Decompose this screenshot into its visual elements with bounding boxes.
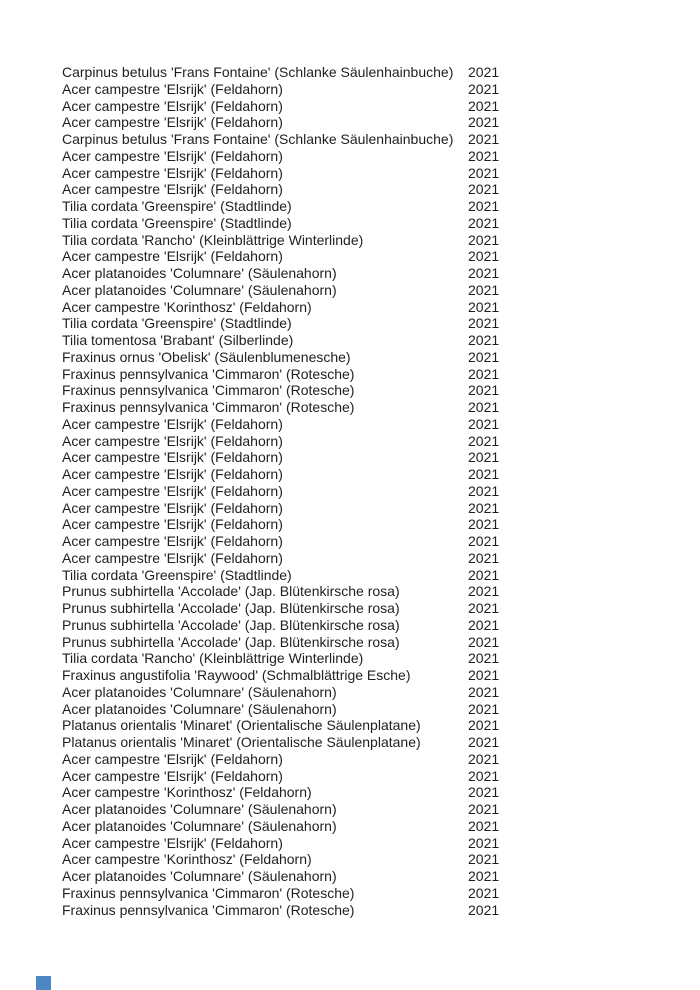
species-name: Tilia cordata 'Greenspire' (Stadtlinde) bbox=[62, 198, 292, 214]
list-item bbox=[0, 282, 700, 299]
species-name: Acer campestre 'Elsrijk' (Feldahorn) bbox=[62, 147, 283, 164]
species-name: Acer platanoides 'Columnare' (Säulenahorn) bbox=[62, 868, 337, 884]
list-item bbox=[0, 835, 700, 852]
list-item bbox=[0, 667, 700, 684]
planting-year: 2021 bbox=[468, 868, 500, 884]
planting-year: 2021 bbox=[468, 181, 500, 198]
list-item bbox=[0, 215, 700, 232]
species-name: Fraxinus ornus 'Obelisk' (Säulenblumenesche) bbox=[62, 348, 351, 365]
species-name: Tilia tomentosa 'Brabant' (Silberlinde) bbox=[62, 332, 294, 348]
species-name: Tilia cordata 'Rancho' (Kleinblättrige Winterlinde) bbox=[62, 650, 364, 667]
planting-year: 2021 bbox=[468, 700, 500, 717]
list-item bbox=[0, 583, 700, 600]
list-item bbox=[0, 198, 700, 215]
list-item bbox=[0, 533, 700, 550]
species-name: Acer campestre 'Elsrijk' (Feldahorn) bbox=[62, 549, 283, 566]
species-name: Prunus subhirtella 'Accolade' (Jap. Blütenkirsche rosa) bbox=[62, 616, 400, 633]
species-name: Tilia cordata 'Greenspire' (Stadtlinde) bbox=[62, 315, 292, 332]
species-name: Acer campestre 'Elsrijk' (Feldahorn) bbox=[62, 181, 283, 198]
planting-year: 2021 bbox=[468, 298, 500, 315]
planting-year: 2021 bbox=[468, 80, 500, 97]
species-name: Acer campestre 'Elsrijk' (Feldahorn) bbox=[62, 834, 283, 851]
list-item bbox=[0, 64, 700, 81]
list-item bbox=[0, 617, 700, 634]
list-item bbox=[0, 851, 700, 868]
planting-year: 2021 bbox=[468, 683, 500, 700]
planting-year: 2021 bbox=[468, 382, 500, 399]
list-item bbox=[0, 567, 700, 584]
list-item bbox=[0, 650, 700, 667]
species-name: Acer platanoides 'Columnare' (Säulenahorn) bbox=[62, 683, 337, 700]
planting-year: 2021 bbox=[468, 784, 500, 801]
planting-year: 2021 bbox=[468, 365, 500, 382]
list-item bbox=[0, 483, 700, 500]
planting-year: 2021 bbox=[468, 265, 500, 281]
species-name: Acer campestre 'Elsrijk' (Feldahorn) bbox=[62, 767, 283, 784]
planting-year: 2021 bbox=[468, 851, 500, 868]
blue-square-marker bbox=[36, 976, 51, 990]
list-item bbox=[0, 299, 700, 316]
species-name: Fraxinus angustifolia 'Raywood' (Schmalblättrige Esche) bbox=[62, 667, 411, 683]
species-name: Tilia cordata 'Greenspire' (Stadtlinde) bbox=[62, 214, 292, 231]
species-name: Acer campestre 'Elsrijk' (Feldahorn) bbox=[62, 80, 283, 97]
planting-year: 2021 bbox=[468, 566, 500, 583]
species-name: Acer campestre 'Elsrijk' (Feldahorn) bbox=[62, 516, 283, 533]
list-item bbox=[0, 131, 700, 148]
species-name: Acer campestre 'Elsrijk' (Feldahorn) bbox=[62, 114, 283, 131]
planting-year: 2021 bbox=[468, 64, 500, 80]
species-name: Acer campestre 'Elsrijk' (Feldahorn) bbox=[62, 432, 283, 449]
species-name: Acer campestre 'Elsrijk' (Feldahorn) bbox=[62, 164, 283, 181]
planting-year: 2021 bbox=[468, 734, 500, 750]
species-name: Fraxinus pennsylvanica 'Cimmaron' (Rotesche) bbox=[62, 399, 355, 415]
planting-year: 2021 bbox=[468, 214, 500, 231]
planting-year: 2021 bbox=[468, 114, 500, 131]
species-name: Tilia cordata 'Rancho' (Kleinblättrige Winterlinde) bbox=[62, 231, 364, 248]
species-name: Acer platanoides 'Columnare' (Säulenahorn) bbox=[62, 700, 337, 717]
list-item bbox=[0, 332, 700, 349]
list-item bbox=[0, 81, 700, 98]
list-item bbox=[0, 751, 700, 768]
list-item bbox=[0, 784, 700, 801]
species-name: Acer platanoides 'Columnare' (Säulenahorn) bbox=[62, 817, 337, 834]
list-item bbox=[0, 449, 700, 466]
species-name: Acer campestre 'Korinthosz' (Feldahorn) bbox=[62, 851, 312, 868]
species-name: Fraxinus pennsylvanica 'Cimmaron' (Rotesche) bbox=[62, 884, 355, 901]
planting-year: 2021 bbox=[468, 600, 500, 616]
planting-year: 2021 bbox=[468, 801, 500, 817]
list-item bbox=[0, 600, 700, 617]
planting-year: 2021 bbox=[468, 767, 500, 784]
list-item bbox=[0, 701, 700, 718]
list-item bbox=[0, 98, 700, 115]
species-name: Carpinus betulus 'Frans Fontaine' (Schlanke Säulenhainbuche) bbox=[62, 64, 454, 80]
planting-year: 2021 bbox=[468, 901, 500, 918]
list-item bbox=[0, 550, 700, 567]
list-item bbox=[0, 349, 700, 366]
list-item bbox=[0, 315, 700, 332]
planting-year: 2021 bbox=[468, 432, 500, 449]
planting-year: 2021 bbox=[468, 717, 500, 734]
planting-year: 2021 bbox=[468, 884, 500, 901]
planting-year: 2021 bbox=[468, 633, 500, 650]
planting-year: 2021 bbox=[468, 449, 500, 466]
species-name: Platanus orientalis 'Minaret' (Orientalische Säulenplatane) bbox=[62, 717, 421, 734]
planting-year: 2021 bbox=[468, 131, 500, 147]
planting-year: 2021 bbox=[468, 834, 500, 851]
planting-year: 2021 bbox=[468, 147, 500, 164]
planting-year: 2021 bbox=[468, 583, 500, 600]
species-name: Carpinus betulus 'Frans Fontaine' (Schlanke Säulenhainbuche) bbox=[62, 131, 454, 147]
species-name: Acer campestre 'Elsrijk' (Feldahorn) bbox=[62, 415, 283, 432]
list-item bbox=[0, 416, 700, 433]
planting-year: 2021 bbox=[468, 817, 500, 834]
planting-year: 2021 bbox=[468, 750, 500, 767]
species-name: Acer campestre 'Korinthosz' (Feldahorn) bbox=[62, 784, 312, 801]
species-name: Acer campestre 'Elsrijk' (Feldahorn) bbox=[62, 750, 283, 767]
list-item bbox=[0, 433, 700, 450]
planting-year: 2021 bbox=[468, 533, 500, 549]
planting-year: 2021 bbox=[468, 650, 500, 667]
planting-year: 2021 bbox=[468, 466, 500, 482]
list-item bbox=[0, 516, 700, 533]
planting-year: 2021 bbox=[468, 667, 500, 683]
planting-year: 2021 bbox=[468, 164, 500, 181]
planting-year: 2021 bbox=[468, 97, 500, 114]
planting-year: 2021 bbox=[468, 332, 500, 348]
planting-year: 2021 bbox=[468, 348, 500, 365]
planting-year: 2021 bbox=[468, 516, 500, 533]
planting-year: 2021 bbox=[468, 482, 500, 499]
species-name: Prunus subhirtella 'Accolade' (Jap. Blütenkirsche rosa) bbox=[62, 633, 400, 650]
species-name: Acer campestre 'Korinthosz' (Feldahorn) bbox=[62, 298, 312, 315]
species-name: Acer campestre 'Elsrijk' (Feldahorn) bbox=[62, 482, 283, 499]
species-name: Fraxinus pennsylvanica 'Cimmaron' (Rotesche) bbox=[62, 365, 355, 382]
species-name: Acer campestre 'Elsrijk' (Feldahorn) bbox=[62, 97, 283, 114]
species-name: Fraxinus pennsylvanica 'Cimmaron' (Rotesche) bbox=[62, 901, 355, 918]
list-item bbox=[0, 684, 700, 701]
species-name: Prunus subhirtella 'Accolade' (Jap. Blütenkirsche rosa) bbox=[62, 583, 400, 600]
species-name: Acer campestre 'Elsrijk' (Feldahorn) bbox=[62, 533, 283, 549]
list-item bbox=[0, 232, 700, 249]
species-name: Fraxinus pennsylvanica 'Cimmaron' (Rotesche) bbox=[62, 382, 355, 399]
species-name: Acer platanoides 'Columnare' (Säulenahorn) bbox=[62, 265, 337, 281]
species-name: Acer platanoides 'Columnare' (Säulenahorn) bbox=[62, 801, 337, 817]
list-item bbox=[0, 248, 700, 265]
list-item bbox=[0, 165, 700, 182]
species-name: Tilia cordata 'Greenspire' (Stadtlinde) bbox=[62, 566, 292, 583]
list-item bbox=[0, 265, 700, 282]
species-name: Platanus orientalis 'Minaret' (Orientalische Säulenplatane) bbox=[62, 734, 421, 750]
planting-year: 2021 bbox=[468, 198, 500, 214]
planting-year: 2021 bbox=[468, 499, 500, 516]
list-item bbox=[0, 818, 700, 835]
list-item bbox=[0, 885, 700, 902]
list-item bbox=[0, 382, 700, 399]
list-item bbox=[0, 634, 700, 651]
planting-year: 2021 bbox=[468, 248, 500, 265]
species-name: Acer platanoides 'Columnare' (Säulenahorn) bbox=[62, 281, 337, 298]
species-name: Prunus subhirtella 'Accolade' (Jap. Blütenkirsche rosa) bbox=[62, 600, 400, 616]
list-item bbox=[0, 868, 700, 885]
species-name: Acer campestre 'Elsrijk' (Feldahorn) bbox=[62, 449, 283, 466]
list-item bbox=[0, 181, 700, 198]
planting-year: 2021 bbox=[468, 315, 500, 332]
list-item bbox=[0, 500, 700, 517]
planting-year: 2021 bbox=[468, 281, 500, 298]
species-name: Acer campestre 'Elsrijk' (Feldahorn) bbox=[62, 248, 283, 265]
species-name: Acer campestre 'Elsrijk' (Feldahorn) bbox=[62, 499, 283, 516]
tree-species-list bbox=[0, 64, 700, 918]
planting-year: 2021 bbox=[468, 549, 500, 566]
list-item bbox=[0, 768, 700, 785]
list-item bbox=[0, 366, 700, 383]
list-item bbox=[0, 114, 700, 131]
list-item bbox=[0, 148, 700, 165]
species-name: Acer campestre 'Elsrijk' (Feldahorn) bbox=[62, 466, 283, 482]
list-item bbox=[0, 801, 700, 818]
planting-year: 2021 bbox=[468, 415, 500, 432]
list-item bbox=[0, 466, 700, 483]
planting-year: 2021 bbox=[468, 616, 500, 633]
list-item bbox=[0, 734, 700, 751]
planting-year: 2021 bbox=[468, 231, 500, 248]
list-item bbox=[0, 399, 700, 416]
planting-year: 2021 bbox=[468, 399, 500, 415]
list-item bbox=[0, 717, 700, 734]
list-item bbox=[0, 902, 700, 919]
